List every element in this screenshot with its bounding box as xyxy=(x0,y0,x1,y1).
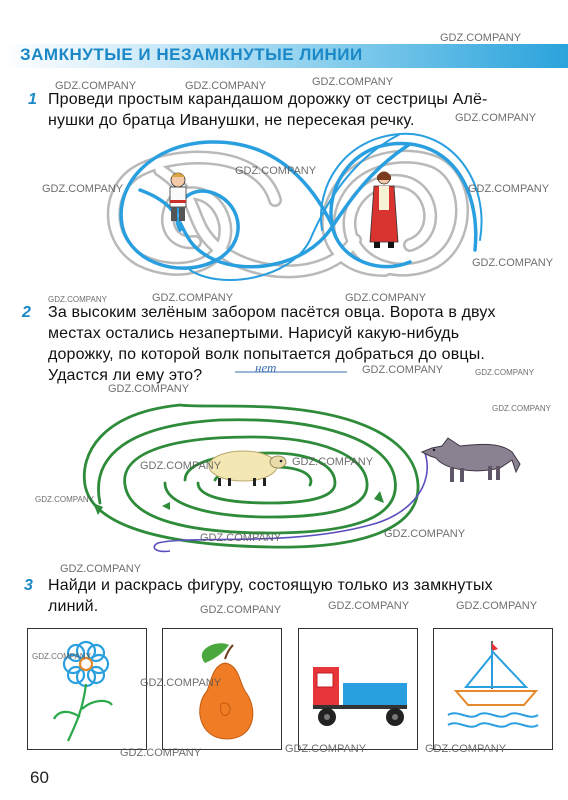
watermark: GDZ.COMPANY xyxy=(475,368,534,377)
watermark: GDZ.COMPANY xyxy=(455,112,537,124)
watermark: GDZ.COMPANY xyxy=(108,383,190,395)
task-3-line-1: Найди и раскрась фигуру, состоящую только из замкнутых xyxy=(48,577,493,594)
watermark: GDZ.COMPANY xyxy=(312,76,394,88)
truck-icon xyxy=(299,629,417,749)
sailboat-icon xyxy=(434,629,552,749)
task-1-number: 1 xyxy=(28,91,37,108)
watermark: GDZ.COMPANY xyxy=(362,364,444,376)
watermark: GDZ.COMPANY xyxy=(425,743,507,755)
page-title: ЗАМКНУТЫЕ И НЕЗАМКНУТЫЕ ЛИНИИ xyxy=(20,45,363,64)
answer-line xyxy=(235,370,350,374)
watermark: GDZ.COMPANY xyxy=(456,600,538,612)
task-1-line-2: нушки до братца Иванушки, не пересекая речку. xyxy=(48,112,415,129)
watermark: GDZ.COMPANY xyxy=(384,528,466,540)
watermark: GDZ.COMPANY xyxy=(35,495,94,504)
watermark: GDZ.COMPANY xyxy=(345,292,427,304)
watermark: GDZ.COMPANY xyxy=(32,652,91,661)
watermark: GDZ.COMPANY xyxy=(472,257,554,269)
card-sailboat[interactable] xyxy=(433,628,553,750)
watermark: GDZ.COMPANY xyxy=(235,165,317,177)
watermark: GDZ.COMPANY xyxy=(468,183,550,195)
watermark: GDZ.COMPANY xyxy=(292,456,374,468)
task-2-line-4: Удастся ли ему это? xyxy=(48,367,203,384)
task-2-line-1: За высоким зелёным забором пасётся овца. Ворота в двух xyxy=(48,304,496,321)
watermark: GDZ.COMPANY xyxy=(48,295,107,304)
card-flower[interactable] xyxy=(27,628,147,750)
river-illustration xyxy=(100,130,490,290)
watermark: GDZ.COMPANY xyxy=(328,600,410,612)
task-2-line-2: местах остались незапертыми. Нарисуй какую-нибудь xyxy=(48,325,460,342)
task-1-text xyxy=(48,89,487,131)
watermark: GDZ.COMPANY xyxy=(55,80,137,92)
pear-icon xyxy=(163,629,281,749)
watermark: GDZ.COMPANY xyxy=(140,677,222,689)
task-3-number: 3 xyxy=(24,577,33,594)
watermark: GDZ.COMPANY xyxy=(492,404,551,413)
card-pear[interactable] xyxy=(162,628,282,750)
watermark: GDZ.COMPANY xyxy=(185,80,267,92)
watermark: GDZ.COMPANY xyxy=(440,32,522,44)
task-3-line-2: линий. xyxy=(48,598,99,615)
wolf-icon xyxy=(422,438,520,482)
watermark: GDZ.COMPANY xyxy=(152,292,234,304)
fence-illustration xyxy=(70,385,540,570)
watermark: GDZ.COMPANY xyxy=(285,743,367,755)
task-1-line-1: Проведи простым карандашом дорожку от сестрицы Алё- xyxy=(48,91,488,108)
watermark: GDZ.COMPANY xyxy=(200,604,282,616)
watermark: GDZ.COMPANY xyxy=(60,563,142,575)
card-truck[interactable] xyxy=(298,628,418,750)
task-2-number: 2 xyxy=(22,304,31,321)
watermark: GDZ.COMPANY xyxy=(200,532,282,544)
watermark: GDZ.COMPANY xyxy=(42,183,124,195)
task-2-answer: нет xyxy=(255,360,277,375)
page-number: 60 xyxy=(30,768,49,787)
watermark: GDZ.COMPANY xyxy=(140,460,222,472)
flower-icon xyxy=(28,629,146,749)
watermark: GDZ.COMPANY xyxy=(120,747,202,759)
task-2-line-3: дорожку, по которой волк попытается добраться до овцы. xyxy=(48,346,485,363)
